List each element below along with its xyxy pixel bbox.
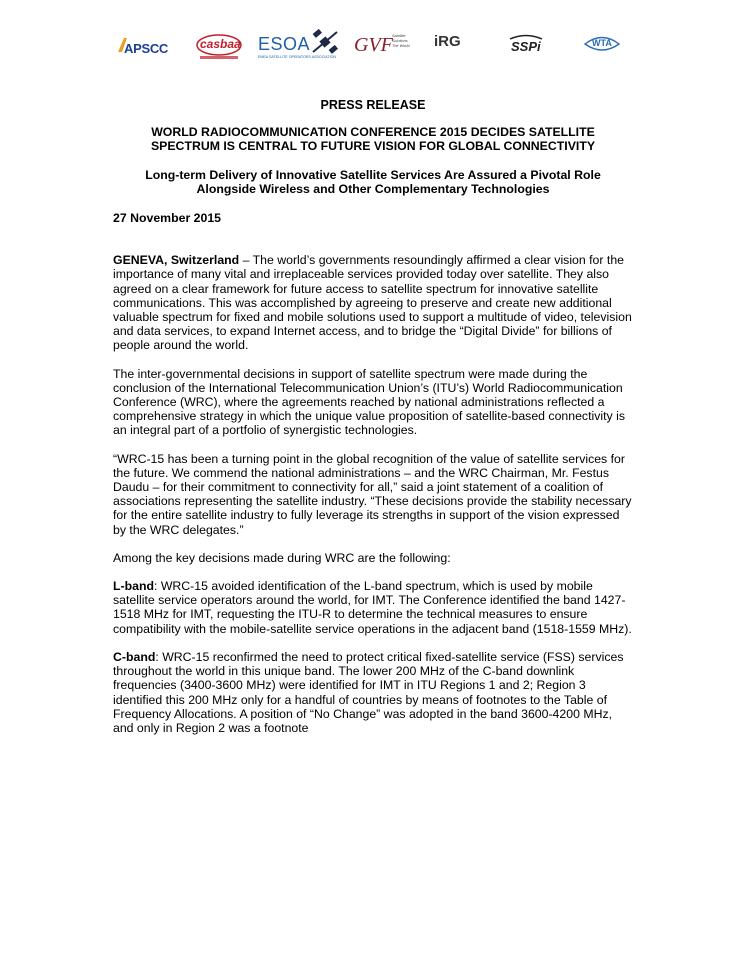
- logo-strip: [112, 28, 632, 64]
- paragraph-key-decisions-intro: Among the key decisions made during WRC are the following:: [113, 550, 451, 565]
- paragraph-decisions: The inter-governmental decisions in support of satellite spectrum were made during the conclusion of the International Telecommunication Union’s (ITU’s) World Radiocommunication Conference (WRC), where the agreements reached by national administrations reflected a comprehensive strategy in which the unique value proposition of satellite-based connectivity is an integral part of a portfolio of synergistic technologies.: [113, 366, 625, 438]
- paragraph-geneva-text: – The world’s governments resoundingly affirmed a clear vision for the importance of many vital and irreplaceable services provided today over satellite. They also agreed on a clear framework for future access to satellite spectrum for innovative satellite communications. This was accomplished by agreeing to preserve and create new additional valuable spectrum for fixed and mobile solutions used to support a multitude of video, television and data services, to expand Internet access, and to bridge the “Digital Divide” for billions of people around the world.: [113, 253, 632, 353]
- subheadline-line-2: Alongside Wireless and Other Complementary Technologies: [196, 181, 550, 196]
- paragraph-l-band-text: : WRC-15 avoided identification of the L-band spectrum, which is used by mobile satellite service operators around the world, for IMT. The Conference identified the band 1427-1518 MHz for IMT, requesting the ITU-R to determine the technical measures to ensure compatibility with the mobile-satellite service operations in the adjacent band (1518-1559 MHz).: [113, 579, 632, 636]
- subheadline-line-1: Long-term Delivery of Innovative Satellite Services Are Assured a Pivotal Role: [145, 167, 601, 182]
- gvf-logo-subtext: Satellite Solutions The World.: [392, 34, 411, 48]
- casbaa-logo: [196, 28, 242, 64]
- sspi-logo-text: SSPi: [511, 39, 541, 54]
- paragraph-c-band-text: : WRC-15 reconfirmed the need to protect critical fixed-satellite service (FSS) services throughout the world in this unique band. The lower 200 MHz of the C-band downlink frequencies (3400-3600 MHz) were identified for IMT in ITU Regions 1 and 2; Region 3 identified this 200 MHz only for a handful of countries by means of footnotes to the Table of Frequency Allocations. A position of “No Change” was adopted in the band 3600-4200 MHz, and only in Region 2 was a footnote: [113, 649, 624, 735]
- irg-logo-text: iRG: [434, 33, 461, 50]
- gvf-logo-text: GVF: [354, 34, 393, 56]
- headline-line-1: WORLD RADIOCOMMUNICATION CONFERENCE 2015 DECIDES SATELLITE: [151, 125, 595, 140]
- casbaa-logo-text: casbaa: [200, 37, 241, 51]
- press-release-body: [113, 98, 633, 735]
- c-band-heading: C-band: [113, 649, 156, 664]
- irg-logo: [432, 28, 472, 64]
- esoa-logo-text: ESOA: [258, 34, 311, 54]
- sspi-logo: [506, 28, 546, 64]
- apscc-logo: [116, 28, 170, 64]
- l-band-heading: L-band: [113, 579, 154, 594]
- release-date: 27 November 2015: [113, 211, 222, 226]
- wta-logo: [582, 28, 622, 64]
- paragraph-c-band: [113, 650, 633, 735]
- wta-logo-text: WTA: [592, 38, 612, 48]
- press-release-label: PRESS RELEASE: [320, 98, 426, 112]
- apscc-logo-text: APSCC: [124, 41, 169, 56]
- dateline: GENEVA, Switzerland: [113, 253, 240, 268]
- esoa-logo-subtext: EMEA SATELLITE OPERATORS ASSOCIATION: [258, 55, 337, 59]
- paragraph-geneva: [113, 253, 633, 352]
- paragraph-quote: “WRC-15 has been a turning point in the global recognition of the value of satellite services for the future. We commend the national administrations – and the WRC Chairman, Mr. Festus Daudu – for their commitment to connectivity for all,” said a joint statement of a coalition of associations representing the satellite industry. “These decisions provide the stability necessary for the entire satellite industry to fully leverage its strengths in support of the vision expressed by the WRC delegates.”: [113, 451, 632, 537]
- headline: [113, 125, 633, 153]
- subheadline: [113, 168, 633, 196]
- esoa-logo: [258, 28, 348, 64]
- gvf-logo: [354, 28, 414, 64]
- satellite-icon: [310, 28, 340, 56]
- paragraph-l-band: [113, 579, 633, 636]
- headline-line-2: SPECTRUM IS CENTRAL TO FUTURE VISION FOR GLOBAL CONNECTIVITY: [150, 139, 596, 154]
